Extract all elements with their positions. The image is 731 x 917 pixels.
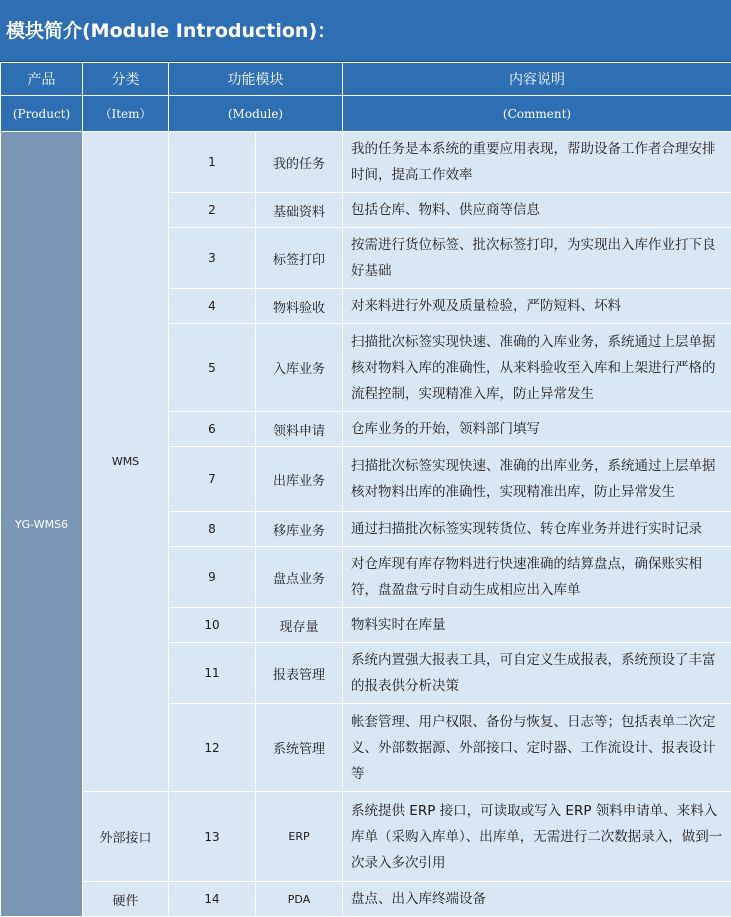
module-name: PDA (256, 882, 343, 917)
header-item-en: （Item） (83, 96, 169, 132)
group-cell-wms: WMS (83, 132, 169, 792)
header-comment: 内容说明 (343, 63, 731, 96)
row-number: 9 (169, 547, 256, 608)
header-comment-en: (Comment) (343, 96, 731, 132)
module-comment: 按需进行货位标签、批次标签打印，为实现出入库作业打下良好基础 (343, 228, 731, 289)
header-product: 产品 (1, 63, 83, 96)
row-number: 4 (169, 289, 256, 324)
module-name: 盘点业务 (256, 547, 343, 608)
row-number: 1 (169, 132, 256, 193)
module-name: 出库业务 (256, 447, 343, 512)
module-comment: 系统提供 ERP 接口，可读取或写入 ERP 领料申请单、来料入库单（采购入库单）、出库单，无需进行二次数据录入，做到一次录入多次引用 (343, 792, 731, 882)
module-name: 系统管理 (256, 704, 343, 792)
module-comment: 物料实时在库量 (343, 608, 731, 643)
row-number: 12 (169, 704, 256, 792)
module-table (0, 62, 731, 917)
module-comment: 我的任务是本系统的重要应用表现，帮助设备工作者合理安排时间，提高工作效率 (343, 132, 731, 193)
row-number: 8 (169, 512, 256, 547)
module-comment: 扫描批次标签实现快速、准确的入库业务，系统通过上层单据核对物料入库的准确性，从来料验收至入库和上架进行严格的流程控制，实现精准入库，防止异常发生 (343, 324, 731, 412)
table-row (1, 792, 731, 882)
module-comment: 系统内置强大报表工具，可自定义生成报表，系统预设了丰富的报表供分析决策 (343, 643, 731, 704)
header-module: 功能模块 (169, 63, 343, 96)
header-item: 分类 (83, 63, 169, 96)
module-name: 移库业务 (256, 512, 343, 547)
module-name: 我的任务 (256, 132, 343, 193)
module-name: 现存量 (256, 608, 343, 643)
table-row (1, 882, 731, 917)
row-number: 13 (169, 792, 256, 882)
module-comment: 对来料进行外观及质量检验，严防短料、坏料 (343, 289, 731, 324)
module-name: 入库业务 (256, 324, 343, 412)
module-name: 基础资料 (256, 193, 343, 228)
module-name: 领料申请 (256, 412, 343, 447)
product-cell: YG-WMS6 (1, 132, 83, 917)
module-name: 物料验收 (256, 289, 343, 324)
group-cell-hardware: 硬件 (83, 882, 169, 917)
group-cell-interface: 外部接口 (83, 792, 169, 882)
module-comment: 仓库业务的开始，领料部门填写 (343, 412, 731, 447)
header-row-cn (1, 63, 731, 96)
module-comment: 包括仓库、物料、供应商等信息 (343, 193, 731, 228)
module-name: ERP (256, 792, 343, 882)
row-number: 3 (169, 228, 256, 289)
module-comment: 帐套管理、用户权限、备份与恢复、日志等；包括表单二次定义、外部数据源、外部接口、定时器、工作流设计、报表设计等 (343, 704, 731, 792)
module-name: 报表管理 (256, 643, 343, 704)
row-number: 5 (169, 324, 256, 412)
module-comment: 盘点、出入库终端设备 (343, 882, 731, 917)
module-name: 标签打印 (256, 228, 343, 289)
row-number: 7 (169, 447, 256, 512)
row-number: 10 (169, 608, 256, 643)
row-number: 14 (169, 882, 256, 917)
row-number: 2 (169, 193, 256, 228)
header-module-en: (Module) (169, 96, 343, 132)
row-number: 6 (169, 412, 256, 447)
module-comment: 对仓库现有库存物料进行快速准确的结算盘点，确保账实相符，盘盈盘亏时自动生成相应出入库单 (343, 547, 731, 608)
row-number: 11 (169, 643, 256, 704)
table-row (1, 132, 731, 193)
header-row-en (1, 96, 731, 132)
module-comment: 通过扫描批次标签实现转货位、转仓库业务并进行实时记录 (343, 512, 731, 547)
header-product-en: (Product) (1, 96, 83, 132)
module-comment: 扫描批次标签实现快速、准确的出库业务，系统通过上层单据核对物料出库的准确性，实现精准出库，防止异常发生 (343, 447, 731, 512)
page-title: 模块简介(Module Introduction)： (0, 0, 731, 62)
